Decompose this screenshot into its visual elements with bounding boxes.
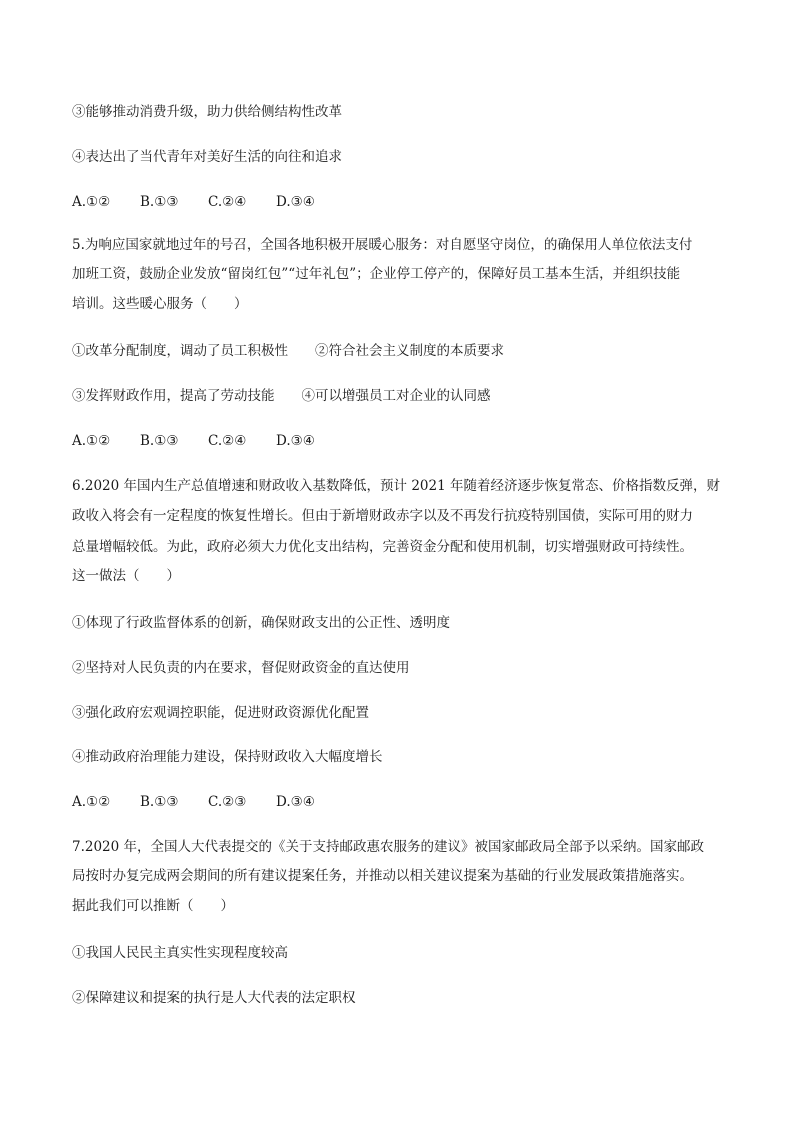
choice-a: A.①② <box>72 433 111 449</box>
q5-options-row-2: ③发挥财政作用，提高了劳动技能 ④可以增强员工对企业的认同感 <box>72 388 491 404</box>
q6-stem-line-2: 政收入将会有一定程度的恢复性增长。但由于新增财政赤字以及不再发行抗疫特别国债，实际可用的财力 <box>72 508 693 524</box>
q5-choices <box>72 431 315 451</box>
q6-option-1: ①体现了行政监督体系的创新，确保财政支出的公正性、透明度 <box>72 615 450 631</box>
q6-option-4: ④推动政府治理能力建设，保持财政收入大幅度增长 <box>72 749 383 765</box>
choice-d: D.③④ <box>276 433 315 449</box>
choice-b: B.①③ <box>140 433 179 449</box>
choice-c: C.②④ <box>208 194 247 210</box>
choice-c: C.②④ <box>208 433 247 449</box>
q6-stem-line-3: 总量增幅较低。为此，政府必须大力优化支出结构，完善资金分配和使用机制，切实增强财政可持续性。 <box>72 539 693 555</box>
q7-stem-line-2: 局按时办复完成两会期间的所有建议提案任务，并推动以相关建议提案为基础的行业发展政策措施落实。 <box>72 868 693 884</box>
choice-c: C.②③ <box>208 794 247 810</box>
q4-option-4: ④表达出了当代青年对美好生活的向往和追求 <box>72 149 342 165</box>
q6-option-2: ②坚持对人民负责的内在要求，督促财政资金的直达使用 <box>72 660 410 676</box>
q4-choices <box>72 192 315 212</box>
choice-d: D.③④ <box>276 794 315 810</box>
q7-option-2: ②保障建议和提案的执行是人大代表的法定职权 <box>72 990 356 1006</box>
choice-b: B.①③ <box>140 194 179 210</box>
q7-option-1: ①我国人民民主真实性实现程度较高 <box>72 945 288 961</box>
q5-options-row-1: ①改革分配制度，调动了员工积极性 ②符合社会主义制度的本质要求 <box>72 343 504 359</box>
q7-stem-line-3: 据此我们可以推断（ ） <box>72 898 234 914</box>
q5-stem-line-2: 加班工资，鼓励企业发放“留岗红包”“过年礼包”；企业停工停产的，保障好员工基本生活，并组织技能 <box>72 266 681 282</box>
choice-d: D.③④ <box>276 194 315 210</box>
q7-stem-line-1: 7.2020 年，全国人大代表提交的《关于支持邮政惠农服务的建议》被国家邮政局全部予以采纳。国家邮政 <box>72 839 705 855</box>
q6-stem-line-4: 这一做法（ ） <box>72 568 180 584</box>
q5-stem-line-3: 培训。这些暖心服务（ ） <box>72 296 248 312</box>
q6-stem-line-1: 6.2020 年国内生产总值增速和财政收入基数降低，预计 2021 年随着经济逐步恢复常态、价格指数反弹，财 <box>72 478 720 494</box>
q6-choices <box>72 792 315 812</box>
choice-a: A.①② <box>72 194 111 210</box>
q6-option-3: ③强化政府宏观调控职能，促进财政资源优化配置 <box>72 705 369 721</box>
q4-option-3: ③能够推动消费升级，助力供给侧结构性改革 <box>72 104 342 120</box>
choice-a: A.①② <box>72 794 111 810</box>
q5-stem-line-1: 5.为响应国家就地过年的号召，全国各地积极开展暖心服务：对自愿坚守岗位，的确保用人单位依法支付 <box>72 237 693 253</box>
choice-b: B.①③ <box>140 794 179 810</box>
